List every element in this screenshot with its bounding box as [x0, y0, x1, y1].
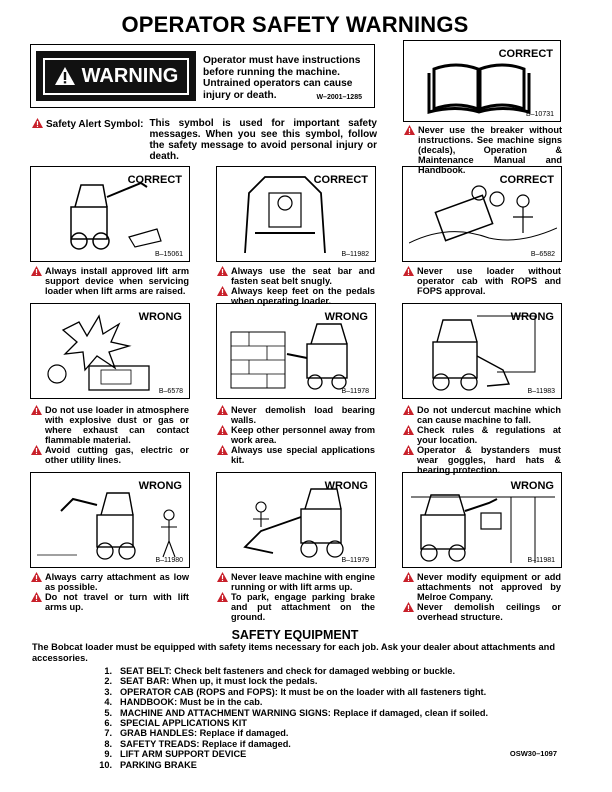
caption-text: Always install approved lift arm support device when servicing loader when lift arms are raised. [45, 266, 189, 296]
wall-demolition-illustration [225, 318, 369, 392]
rollover-illustration [409, 183, 557, 257]
panel-tag: CORRECT [313, 174, 368, 186]
list-item: 7. GRAB HANDLES: Replace if damaged. [104, 728, 289, 739]
panel-rops [402, 166, 562, 262]
panel-seat-bar [216, 166, 376, 262]
panel-code: B–11981 [527, 557, 555, 564]
panel-tag: WRONG [138, 480, 182, 492]
panel-code: B–6582 [530, 251, 555, 258]
list-item: 6. SPECIAL APPLICATIONS KIT [104, 718, 247, 729]
panel-caption [217, 405, 375, 465]
alert-triangle-icon [217, 405, 228, 415]
alert-triangle-icon [403, 445, 414, 455]
section-intro: The Bobcat loader must be equipped with safety items necessary for each job. Ask your dealer about attachments and accessories. [32, 642, 555, 663]
panel-caption [31, 572, 189, 612]
warning-text: Operator must have instructions before running the machine. Untrained operators can cause injury or death. [203, 55, 361, 101]
alert-triangle-icon [403, 572, 414, 582]
alert-triangle-icon [31, 266, 42, 276]
list-item: 2. SEAT BAR: When up, it must lock the pedals. [104, 676, 318, 687]
panel-caption [31, 405, 189, 465]
warning-box [30, 44, 375, 108]
alert-triangle-icon [217, 592, 228, 602]
carry-attachment-illustration [37, 485, 185, 561]
panel-tag: WRONG [510, 311, 554, 323]
alert-triangle-icon [31, 592, 42, 602]
caption-text: Avoid cutting gas, electric or other utility lines. [45, 445, 189, 465]
caption-text: Always carry attachment as low as possible. [45, 572, 189, 592]
caption-text: Keep other personnel away from work area. [231, 425, 375, 445]
panel-tag: CORRECT [127, 174, 182, 186]
list-item: 8. SAFETY TREADS: Replace if damaged. [104, 738, 291, 749]
equipment-list [90, 666, 488, 770]
alert-triangle-icon [31, 572, 42, 582]
alert-triangle-icon [32, 118, 43, 128]
caption-text: Never use the breaker without instructions. See machine signs (decals), Operation & Maintenance Manual and Handbook. [418, 125, 562, 175]
caption-text: Always keep feet on the pedals when operating loader. [231, 286, 375, 306]
warning-code: W–2001–1285 [316, 94, 362, 101]
warning-banner [36, 51, 196, 101]
list-item: 3. OPERATOR CAB (ROPS and FOPS): It must be on the loader with all fasteners tight. [104, 686, 487, 697]
alert-triangle-icon [403, 425, 414, 435]
open-book-icon [424, 59, 534, 114]
warning-label: WARNING [81, 64, 179, 87]
caption-text: Check rules & regulations at your location. [417, 425, 561, 445]
warning-triangle-icon [54, 66, 76, 86]
panel-manual [403, 40, 561, 122]
undercut-illustration [417, 312, 537, 394]
alert-triangle-icon [404, 125, 415, 135]
panel-code: B–11982 [341, 251, 369, 258]
safety-alert-text: This symbol is used for important safety messages. When you see this symbol, follow the safety message to avoid personal injury or death. [149, 118, 377, 162]
loader-lift-arm-illustration [51, 177, 171, 255]
safety-alert-note [32, 118, 377, 162]
list-item: 9. LIFT ARM SUPPORT DEVICE [104, 749, 247, 760]
alert-triangle-icon [31, 445, 42, 455]
panel-code: B–11978 [341, 388, 369, 395]
alert-triangle-icon [403, 602, 414, 612]
list-item: 1. SEAT BELT: Check belt fasteners and check for damaged webbing or buckle. [104, 666, 456, 676]
alert-triangle-icon [217, 286, 228, 296]
alert-triangle-icon [217, 425, 228, 435]
panel-code: B–6578 [158, 388, 183, 395]
panel-code: B–11983 [527, 388, 555, 395]
list-item: 5. MACHINE AND ATTACHMENT WARNING SIGNS: Replace if damaged, clean if soiled. [104, 707, 489, 718]
parked-loader-illustration [231, 487, 363, 561]
page-title: OPERATOR SAFETY WARNINGS [121, 12, 469, 37]
panel-tag: WRONG [510, 480, 554, 492]
panel-tag: WRONG [324, 480, 368, 492]
panel-undercut [402, 303, 562, 399]
panel-caption [31, 266, 189, 296]
panel-caption [403, 266, 561, 296]
panel-tag: CORRECT [498, 48, 553, 60]
alert-triangle-icon [403, 405, 414, 415]
alert-triangle-icon [403, 266, 414, 276]
panel-demolish-walls [216, 303, 376, 399]
section-heading: SAFETY EQUIPMENT [231, 628, 359, 642]
caption-text: To park, engage parking brake and put attachment on the ground. [231, 592, 375, 622]
caption-text: Never use loader without operator cab with ROPS and FOPS approval. [417, 266, 561, 296]
panel-code: B–11980 [155, 557, 183, 564]
caption-text: Do not undercut machine which can cause machine to fall. [417, 405, 561, 425]
panel-caption [217, 572, 375, 622]
alert-triangle-icon [31, 405, 42, 415]
panel-caption [403, 405, 561, 475]
panel-tag: CORRECT [499, 174, 554, 186]
caption-text: Always use special applications kit. [231, 445, 375, 465]
caption-text: Do not travel or turn with lift arms up. [45, 592, 189, 612]
panel-caption [217, 266, 375, 306]
panel-tag: WRONG [324, 311, 368, 323]
caption-text: Never demolish load bearing walls. [231, 405, 375, 425]
explosion-illustration [39, 312, 157, 394]
caption-text: Operator & bystanders must wear goggles, hard hats & hearing protection. [417, 445, 561, 475]
caption-text: Never leave machine with engine running or with lift arms up. [231, 572, 375, 592]
safety-alert-label: Safety Alert Symbol: [46, 119, 144, 130]
list-item: 10. PARKING BRAKE [99, 759, 197, 770]
panel-lift-arm-support [30, 166, 190, 262]
caption-text: Never demolish ceilings or overhead structure. [417, 602, 561, 622]
list-item: 4. HANDBOOK: Must be in the cab. [104, 697, 263, 708]
footer-code: OSW30–1097 [509, 749, 557, 758]
panel-carry-low [30, 472, 190, 568]
panel-code: B–15061 [154, 251, 183, 258]
panel-explosive-atmosphere [30, 303, 190, 399]
alert-triangle-icon [217, 266, 228, 276]
alert-triangle-icon [217, 572, 228, 582]
panel-code: B–10731 [525, 111, 554, 118]
caption-text: Never modify equipment or add attachments not approved by Melroe Company. [417, 572, 561, 602]
caption-text: Always use the seat bar and fasten seat belt snugly. [231, 266, 375, 286]
panel-parking [216, 472, 376, 568]
panel-tag: WRONG [138, 311, 182, 323]
seat-bar-illustration [235, 173, 335, 257]
ceiling-demolition-illustration [411, 481, 555, 563]
panel-modify [402, 472, 562, 568]
caption-text: Do not use loader in atmosphere with explosive dust or gas or where exhaust can contact flammable material. [45, 405, 189, 445]
panel-caption [403, 572, 561, 622]
alert-triangle-icon [217, 445, 228, 455]
panel-code: B–11979 [341, 557, 369, 564]
